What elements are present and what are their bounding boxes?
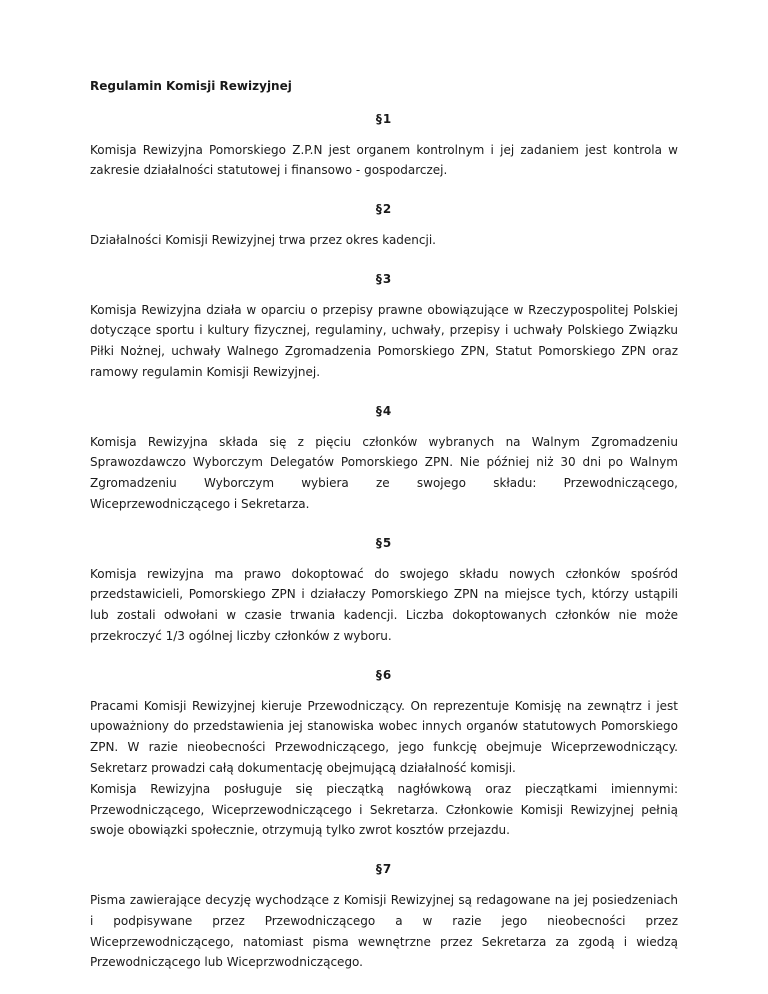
section-heading-2: §2 [375, 202, 393, 217]
section-heading-4: §4 [375, 403, 393, 418]
section-text-3: Komisja Rewizyjna działa w oparciu o przepisy prawne obowiązujące w Rzeczypospolitej Polskiej dotyczące sportu i kultury fizycznej, regulaminy, uchwały, przepisy i uchwały Polskiego Związku Piłki Nożnej, uchwały Walnego Zgromadzenia Pomorskiego ZPN, Statut Pomorskiego ZPN oraz ramowy regulamin Komisji Rewizyjnej. [90, 302, 678, 379]
section-heading-3: §3 [375, 271, 393, 286]
section-text-4: Komisja Rewizyjna składa się z pięciu członków wybranych na Walnym Zgromadzeniu Sprawozdawczo Wyborczym Delegatów Pomorskiego ZPN. Nie później niż 30 dni po Walnym Zgromadzeniu Wyborczym wybiera ze swojego składu: Przewodniczącego, Wiceprzewodniczącego i Sekretarza. [90, 434, 678, 511]
document-page [90, 76, 678, 991]
section-text-1: Komisja Rewizyjna Pomorskiego Z.P.N jest organem kontrolnym i jej zadaniem jest kontrola w zakresie działalności statutowej i finansowo - gospodarczej. [90, 142, 678, 178]
section-heading-6: §6 [375, 667, 393, 682]
section-heading-5: §5 [375, 535, 393, 550]
document-title: Regulamin Komisji Rewizyjnej [90, 79, 292, 93]
section-text-6: Pracami Komisji Rewizyjnej kieruje Przewodniczący. On reprezentuje Komisję na zewnątrz i jest upoważniony do przedstawienia jej stanowiska wobec innych organów statutowych Pomorskiego ZPN. W razie nieobecności Przewodniczącego, jego funkcję obejmuje Wiceprzewodniczący. Sekretarz prowadzi całą dokumentację obejmującą działalność komisji. [90, 698, 678, 775]
section-text-5: Komisja rewizyjna ma prawo dokoptować do swojego składu nowych członków spośród przedstawicieli, Pomorskiego ZPN i działaczy Pomorskiego ZPN na miejsce tych, którzy ustąpili lub zostali odwołani w czasie trwania kadencji. Liczba dokoptowanych członków nie może przekroczyć 1/3 ogólnej liczby członków z wyboru. [90, 566, 678, 643]
section-heading-1: §1 [375, 111, 393, 126]
section-text-2: Działalności Komisji Rewizyjnej trwa przez okres kadencji. [90, 232, 436, 247]
section-text-7: Pisma zawierające decyzję wychodzące z Komisji Rewizyjnej są redagowane na jej posiedzeniach i podpisywane przez Przewodniczącego a w razie jego nieobecności przez Wiceprzewodniczącego, natomiast pisma wewnętrzne przez Sekretarza za zgodą i wiedzą Przewodniczącego lub Wiceprzwodniczącego. [90, 892, 678, 970]
section-heading-7: §7 [375, 862, 393, 877]
section-text-6b: Komisja Rewizyjna posługuje się pieczątką nagłówkową oraz pieczątkami imiennymi: Przewodniczącego, Wiceprzewodniczącego i Sekretarza. Członkowie Komisji Rewizyjnej pełnią swoje obowiązki społecznie, otrzymują tylko zwrot kosztów przejazdu. [90, 781, 678, 838]
